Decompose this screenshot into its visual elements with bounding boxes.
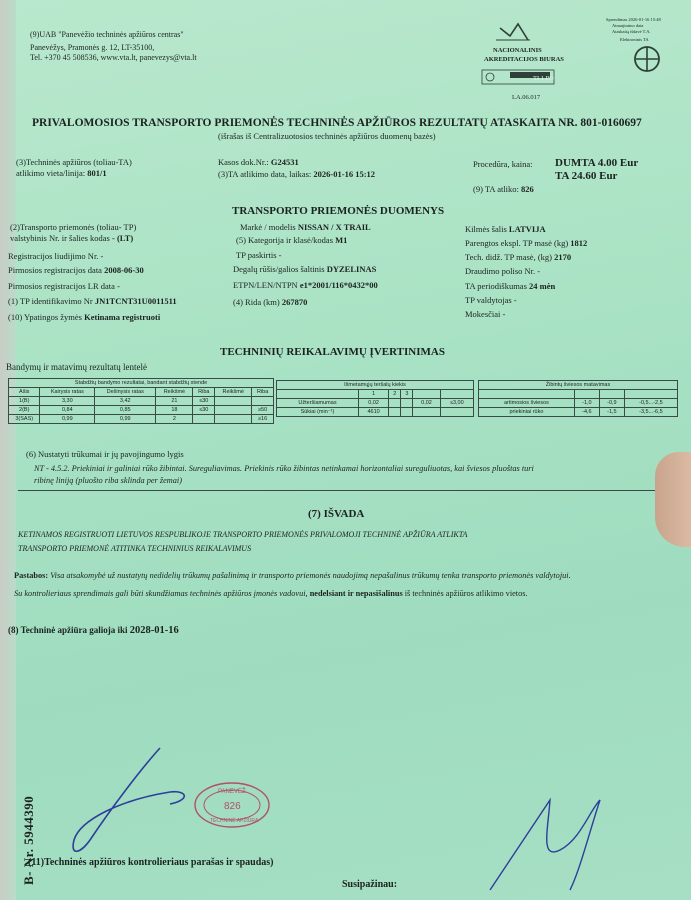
report-title: PRIVALOMOSIOS TRANSPORTO PRIEMONĖS TECHNINĖS APŽIŪROS REZULTATŲ ATASKAITA NR. 801-0160697 (32, 117, 642, 129)
accreditation-code: TI 1 PO (533, 75, 554, 82)
table-row: 2(B) 0,84 0,85 18 ≤30 ≥50 (9, 406, 274, 415)
table-row: 1(B) 3,30 3,42 21 ≤30 (9, 397, 274, 406)
accreditation-text-2: AKREDITACIJOS BIURAS (484, 56, 564, 63)
conclusion-line-1: KETINAMOS REGISTRUOTI LIETUVOS RESPUBLIKOJE TRANSPORTO PRIEMONĖS PRIVALOMOJI TECHNINĖ APŽIŪRA ATLIKTA (18, 530, 468, 539)
accreditation-text-1: NACIONALINIS (493, 47, 542, 54)
accreditation-number: LA.06.017 (512, 94, 541, 101)
inspection-stamp-icon (192, 780, 272, 830)
taxes: Mokesčiai - (465, 309, 506, 319)
category: (5) Kategorija ir klasė/kodas M1 (236, 235, 348, 245)
origin-country: Kilmės šalis LATVIJA (465, 224, 546, 234)
inspector-signature-icon (50, 740, 200, 860)
corner-meta-4: Elektroninis TA (620, 37, 649, 42)
ta-inspector: (9) TA atliko: 826 (473, 184, 534, 194)
brake-table: Stabdžių bandymo rezultatai, bandant stabdžių stende Ašis Kairysis ratas Dešinysis ratas Reikšmė Riba Reikšmė Riba 1(B) 3,30 3,42 21 ≤30 2(B) 0,84 0,85 18 ≤30 ≥50 3(SAS) 0,99 0,99 2 ≥16 (8, 378, 274, 424)
serial-number: B- Nr. 5944390 (21, 795, 36, 885)
defect-line-1: NT - 4.5.2. Priekiniai ir galiniai rūko žibintai. Sureguliavimas. Priekinis rūko žibintas netinkamai horizontaliai sureguliuotas, kai šviesos pluoštas turi (34, 464, 534, 473)
validity: (8) Techninė apžiūra galioja iki 2028-01-16 (8, 625, 179, 636)
corner-meta-2: Atnaujinimo data (612, 23, 644, 28)
org-line-2: Panevėžys, Pramonės g. 12, LT-35100, (30, 43, 155, 52)
note-2: Su kontrolieriaus sprendimais gali būti skundžiamas techninės apžiūros įmonės vadovui, nedelsiant ir nepasišalinus iš techninės apžiūros atlikimo vietos. (14, 589, 528, 598)
corner-meta-1: Sprendimas 2026-01-16 15:48 (606, 17, 661, 22)
inspector-signature-label: (11)Techninės apžiūros kontrolieriaus parašas ir spaudas) (28, 857, 274, 868)
procedure-price-1: DUMTA 4.00 Eur (555, 157, 639, 169)
stamp-number: 826 (224, 801, 241, 812)
conclusion-title: (7) IŠVADA (308, 508, 365, 520)
ta-date: (3)TA atlikimo data, laikas: 2026-01-16 15:12 (218, 169, 376, 179)
org-line-1: (9)UAB "Panevėžio techninės apžiūros centras" (30, 30, 184, 39)
plate-label-2: valstybinis Nr. ir šalies kodas - (LT) (10, 233, 134, 243)
table-row: artimosios šviesos -1,0 -0,9 -0,5...-2,5 (479, 399, 678, 408)
ta-place-value: 801/1 (87, 168, 107, 178)
vehicle-purpose: TP paskirtis - (236, 250, 282, 260)
vehicle-section-title: TRANSPORTO PRIEMONĖS DUOMENYS (232, 205, 445, 217)
table-row: 3(SAS) 0,99 0,99 2 ≥16 (9, 415, 274, 424)
defects-label: (6) Nustatyti trūkumai ir jų pavojingumo lygis (26, 449, 184, 459)
report-subtitle: (išrašas iš Centralizuotosios techninės apžiūros duomenų bazės) (218, 131, 436, 141)
make-model: Markė / modelis NISSAN / X TRAIL (240, 222, 371, 232)
mileage: (4) Rida (km) 267870 (233, 297, 308, 307)
insurance-policy: Draudimo poliso Nr. - (465, 266, 541, 276)
exhaust-table: Išmetamųjų teršalų kiekis 1 2 3 Užteršiamumas 0,02 0,02 ≤3,00 Sūkiai (min⁻¹) 4610 (276, 380, 474, 417)
vehicle-owner: TP valdytojas - (465, 295, 517, 305)
procedure-label: Procedūra, kaina: (473, 159, 533, 169)
defect-line-2: ribinę liniją (pluošto riba sklinda per žemai) (34, 476, 182, 485)
first-registration-lr: Pirmosios registracijos LR data - (8, 281, 120, 291)
brake-table-title: Stabdžių bandymo rezultatai, bandant stabdžių stende (9, 379, 274, 388)
page-edge (0, 0, 16, 900)
stamp-text-bottom: TECHNINĖ APŽIŪRA (210, 818, 259, 824)
vta-logo-icon (628, 44, 666, 74)
cash-doc: Kasos dok.Nr.: G24531 (218, 157, 299, 167)
lights-table (478, 380, 678, 417)
special-marks: (10) Ypatingos žymės Ketinama registruoti (8, 312, 161, 322)
table-row: priekiniai rūko -4,6 -1,5 -3,5...-6,5 (479, 408, 678, 417)
divider (18, 490, 658, 491)
curb-mass: Parengtos ekspl. TP masė (kg) 1812 (465, 238, 588, 248)
corner-meta-3: Ataskaitą išdavė T.A. (612, 29, 651, 34)
table-row: Užteršiamumas 0,02 0,02 ≤3,00 (277, 399, 474, 408)
vin: (1) TP identifikavimo Nr JN1TCNT31U0011511 (8, 296, 177, 306)
procedure-price-2: TA 24.60 Eur (555, 170, 618, 182)
table-row: Sūkiai (min⁻¹) 4610 (277, 408, 474, 417)
finger (655, 452, 691, 547)
registration-doc: Registracijos liudijimo Nr. - (8, 251, 104, 261)
stamp-text-top: PANEVĖŽ (218, 789, 246, 795)
ta-place-label-1: (3)Techninės apžiūros (toliau-TA) (16, 157, 132, 167)
ta-periodicity: TA periodiškumas 24 mėn (465, 281, 556, 291)
org-line-3: Tel. +370 45 508536, www.vta.lt, panevezys@vta.lt (30, 53, 197, 62)
lights-table-title: Žibintų šviesos matavimas (479, 381, 678, 390)
plate-label-1: (2)Transporto priemonės (toliau- TP) (10, 222, 137, 232)
first-registration: Pirmosios registracijos data 2008-06-30 (8, 265, 144, 275)
tests-table-title: Bandymų ir matavimų rezultatų lentelė (6, 362, 147, 372)
ta-place-label-2: atlikimo vieta/linija: 801/1 (16, 168, 107, 178)
acknowledged-label: Susipažinau: (342, 879, 398, 890)
conclusion-line-2: TRANSPORTO PRIEMONĖ ATITINKA TECHNINIUS REIKALAVIMUS (18, 544, 252, 553)
exhaust-table-title: Išmetamųjų teršalų kiekis (277, 381, 474, 390)
etpn: ETPN/LEN/NTPN e1*2001/116*0432*00 (233, 280, 378, 290)
owner-signature-icon (470, 790, 630, 900)
max-mass: Tech. didž. TP masė, (kg) 2170 (465, 252, 572, 262)
tests-section-title: TECHNINIŲ REIKALAVIMŲ ĮVERTINIMAS (220, 346, 445, 358)
fuel-type: Degalų rūšis/galios šaltinis DYZELINAS (233, 264, 377, 274)
note-1: Pastabos: Visa atsakomybė už nustatytų nedidelių trūkumų pašalinimą ir transporto priemonės naudojimą nepašalinus trūkumų tenka transporto priemonės valdytojui. (14, 571, 571, 580)
